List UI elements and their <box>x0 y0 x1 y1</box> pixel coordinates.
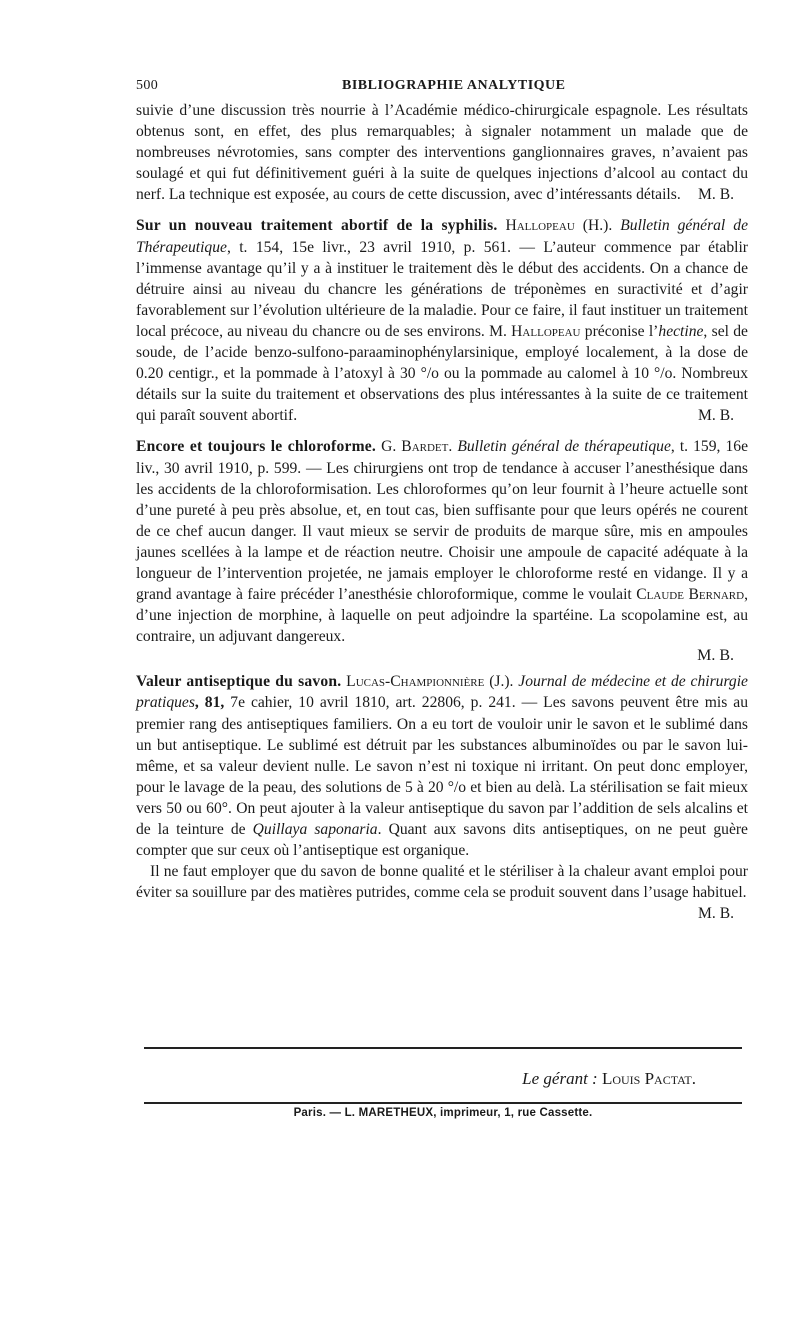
running-title: BIBLIOGRAPHIE ANALYTIQUE <box>342 78 566 93</box>
page <box>136 78 748 924</box>
gerant-name: Louis Pactat. <box>601 1069 696 1088</box>
entry-citation-volume: , 81, <box>194 694 225 712</box>
entry-author: Lucas-Championnière <box>346 673 485 691</box>
entry-chloroforme <box>136 436 748 647</box>
entry-savon <box>136 671 748 861</box>
entry-body: . Quant aux savons dits antiseptiques, on ne peut guère compter que sur ceux où l’antiseptique est organique. <box>136 821 748 860</box>
entry-title: Valeur antiseptique du savon. <box>136 673 342 691</box>
entry-citation: , t. 154, 15e livr., 23 avril 1910, p. 561. — <box>226 238 535 256</box>
entry-signature: M. B. <box>698 905 734 923</box>
intro-text: suivie d’une discussion très nourrie à l’Académie médico-chirurgicale espagnole. Les résultats obtenus sont, en effet, des plus remarquables; à signaler notamment un malade que de nombreuses névrotomies, sans compter des interventions ganglionnaires graves, n’avaient pas soulagé et qui fut définitivement guéri à la suite de quelques injections d’alcool au contact du nerf. La technique est exposée, au cours de cette discussion, avec d’intéressants détails. <box>136 102 748 204</box>
entry-title: Sur un nouveau traitement abortif de la syphilis. <box>136 217 498 235</box>
entry-body: , sel de soude, de l’acide benzo-sulfono-paraaminophénylarsinique, employé localement, à la dose de 0.20 centigr., et la pommade à l’atoxyl à 30 °/o ou la pommade au calomel à 10 °/o. Nombreux détails sur la suite du traitement et observations des plus intéressantes à la suite de ce traitement qui paraît souvent abortif. <box>136 322 748 425</box>
entry-author: Bardet <box>401 438 449 456</box>
entry-citation: 7e cahier, 10 avril 1810, art. 22806, p. 241. — <box>224 694 538 712</box>
entry-author-initial: G. <box>381 438 402 456</box>
entry-author-initial: (H.). <box>574 217 613 235</box>
intro-signature: M. B. <box>698 186 734 204</box>
entry-body-italic: hectine <box>658 322 704 340</box>
entry-signature: M. B. <box>697 647 734 665</box>
entry-journal: Journal de médecine et de chirurgie pratiques <box>136 673 748 712</box>
running-head <box>136 78 748 100</box>
entry-citation: , t. 159, 16e liv., 30 avril 1910, p. 599. — <box>136 438 749 477</box>
entry-body-name: Hallopeau <box>511 322 581 340</box>
printer-imprint: Paris. — L. MARETHEUX, imprimeur, 1, rue Cassette. <box>293 1107 593 1119</box>
gerant-line <box>440 1069 696 1089</box>
entry-body: L’auteur commence par établir l’immense avantage qu’il y a à instituer le traitement dès le début des accidents. On a chance de détruire ainsi au niveau du chancre les générations de tréponèmes en suractivité et d’agir favorablement sur l’évolution ultérieure de la maladie. Pour ce faire, il faut instituer un traitement local précoce, au niveau du chancre ou de ses environs. M. <box>136 238 748 340</box>
entry-body-italic: Quillaya saponaria <box>252 821 378 838</box>
entry-syphilis <box>136 215 748 426</box>
entry-signature: M. B. <box>698 407 734 425</box>
entry-savon-paragraph-2 <box>136 861 748 923</box>
footer-rule-bottom <box>144 1102 742 1104</box>
entry-journal: Bulletin général de thérapeutique <box>457 438 671 456</box>
entry-body: Les savons peuvent être mis au premier rang des antiseptiques familiers. On a eu tort de vouloir unir le savon et le sublimé dans un but antiseptique. Le sublimé est détruit par les substances albuminoïdes ou par le savon lui-même, et sa valeur devient nulle. Le savon n’est ni toxique ni irritant. On peut donc employer, pour le lavage de la peau, des solutions de 5 à 20 °/o et bien au delà. La stérilisation se fait mieux vers 50 ou 60°. On peut ajouter à la valeur antiseptique du savon par l’addition de sels alcalins et de la teinture de <box>136 694 748 838</box>
intro-paragraph <box>136 100 748 205</box>
footer-rule-top <box>144 1047 742 1049</box>
entry-author-initial: (J.). <box>484 673 519 691</box>
entry-body: , d’une injection de morphine, à laquelle on peut adjoindre la spartéine. La scopolamine est, au contraire, un adjuvant dangereux. <box>136 586 748 646</box>
gerant-label: Le gérant : <box>522 1069 598 1088</box>
entry-body: préconise l’ <box>580 322 659 340</box>
entry-body-name: Claude Bernard <box>636 586 745 604</box>
entry-author: Hallopeau <box>505 217 575 235</box>
page-number: 500 <box>136 78 159 93</box>
entry-body: Il ne faut employer que du savon de bonne qualité et le stériliser à la chaleur avant emploi pour éviter sa souillure par des matières putrides, comme cela se produit souvent dans l’usage habituel. <box>136 863 748 902</box>
entry-title: Encore et toujours le chloroforme. <box>136 438 376 456</box>
entry-body: Les chirurgiens ont trop de tendance à accuser l’anesthésique dans les accidents de la chloroformisation. Les chloroformes qu’on leur fournit à l’heure actuelle sont d’une pureté à peu près absolue, et, en tout cas, bien suffisante pour que leurs opérés ne courent de ce chef aucun danger. Il vaut mieux se servir de produits de marque sûre, mis en ampoules jaunes scellées à la lampe et de réaction neutre. Choisir une ampoule de capacité adéquate à la longueur de l’intervention projetée, ne jamais employer le chloroforme resté en vidange. Il y a grand avantage à faire précéder l’anesthésie chloroformique, comme le voulait <box>136 459 748 604</box>
entry-author-tail: . <box>448 438 458 456</box>
entry-journal: Bulletin général de Thérapeutique <box>136 217 748 256</box>
